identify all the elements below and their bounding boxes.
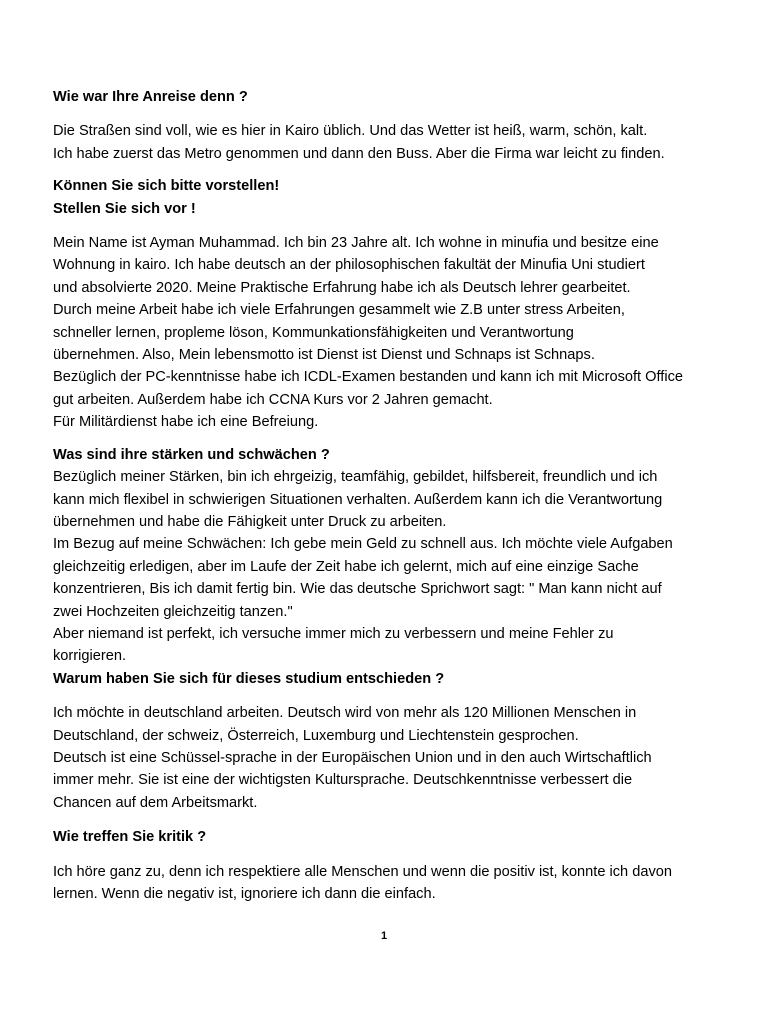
answer-line: Ich möchte in deutschland arbeiten. Deutsch wird von mehr als 120 Millionen Menschen in xyxy=(53,705,637,722)
question-heading: Wie treffen Sie kritik ? xyxy=(53,829,207,846)
answer-line: Durch meine Arbeit habe ich viele Erfahrungen gesammelt wie Z.B unter stress Arbeiten, xyxy=(53,302,625,319)
answer-line: Bezüglich meiner Stärken, bin ich ehrgeizig, teamfähig, gebildet, hilfsbereit, freundlich und ich xyxy=(53,469,658,486)
answer-line: schneller lernen, propleme löson, Kommunkationsfähigkeiten und Verantwortung xyxy=(53,324,574,341)
answer-line: Bezüglich der PC-kenntnisse habe ich ICDL-Examen bestanden und kann ich mit Microsoft Office xyxy=(53,369,684,386)
page-number: 1 xyxy=(380,930,388,942)
answer-line: gut arbeiten. Außerdem habe ich CCNA Kurs vor 2 Jahren gemacht. xyxy=(53,391,493,408)
question-heading: Was sind ihre stärken und schwächen ? xyxy=(53,446,330,463)
answer-line: Mein Name ist Ayman Muhammad. Ich bin 23 Jahre alt. Ich wohne in minufia und besitze eine xyxy=(53,235,659,252)
answer-line: lernen. Wenn die negativ ist, ignoriere ich dann die einfach. xyxy=(53,886,436,902)
answer-line: Aber niemand ist perfekt, ich versuche immer mich zu verbessern und meine Fehler zu xyxy=(53,625,614,642)
answer-line: und absolvierte 2020. Meine Praktische Erfahrung habe ich als Deutsch lehrer gearbeitet. xyxy=(53,279,631,296)
answer-line: übernehmen. Also, Mein lebensmotto ist Dienst ist Dienst und Schnaps ist Schnaps. xyxy=(53,347,595,364)
answer-line: kann mich flexibel in schwierigen Situationen verhalten. Außerdem kann ich die Verantwortung xyxy=(53,491,663,508)
question-heading: Warum haben Sie sich für dieses studium entschieden ? xyxy=(53,670,445,687)
answer-line: zwei Hochzeiten gleichzeitig tanzen." xyxy=(53,603,293,620)
question-heading: Wie war Ihre Anreise denn ? xyxy=(53,89,248,105)
answer-line: Für Militärdienst habe ich eine Befreiung. xyxy=(53,414,319,431)
question-heading: Können Sie sich bitte vorstellen! xyxy=(53,178,280,195)
answer-line: übernehmen und habe die Fähigkeit unter Druck zu arbeiten. xyxy=(53,513,447,530)
answer-line: Die Straßen sind voll, wie es hier in Kairo üblich. Und das Wetter ist heiß, warm, schön, kalt. xyxy=(53,123,648,140)
document-body xyxy=(53,86,743,905)
answer-line: Im Bezug auf meine Schwächen: Ich gebe mein Geld zu schnell aus. Ich möchte viele Aufgaben xyxy=(53,536,673,553)
answer-line: gleichzeitig erledigen, aber im Laufe der Zeit habe ich gelernt, mich auf eine einzige Sache xyxy=(53,558,639,575)
answer-line: immer mehr. Sie ist eine der wichtigsten Kultursprache. Deutschkenntnisse verbessert die xyxy=(53,772,633,789)
answer-line: Deutschland, der schweiz, Österreich, Luxemburg und Liechtenstein gesprochen. xyxy=(53,727,579,744)
answer-line: Ich habe zuerst das Metro genommen und dann den Buss. Aber die Firma war leicht zu finden. xyxy=(53,145,665,162)
answer-line: Ich höre ganz zu, denn ich respektiere alle Menschen und wenn die positiv ist, konnte ich davon xyxy=(53,863,672,880)
question-subheading: Stellen Sie sich vor ! xyxy=(53,200,196,217)
answer-line: Chancen auf dem Arbeitsmarkt. xyxy=(53,794,258,811)
answer-line: Wohnung in kairo. Ich habe deutsch an der philosophischen fakultät der Minufia Uni studiert xyxy=(53,257,645,274)
answer-line: Deutsch ist eine Schüssel-sprache in der Europäischen Union und in den auch Wirtschaftlich xyxy=(53,749,652,766)
answer-line: korrigieren. xyxy=(53,648,126,665)
answer-line: konzentrieren, Bis ich damit fertig bin. Wie das deutsche Sprichwort sagt: " Man kann nicht auf xyxy=(53,581,662,598)
